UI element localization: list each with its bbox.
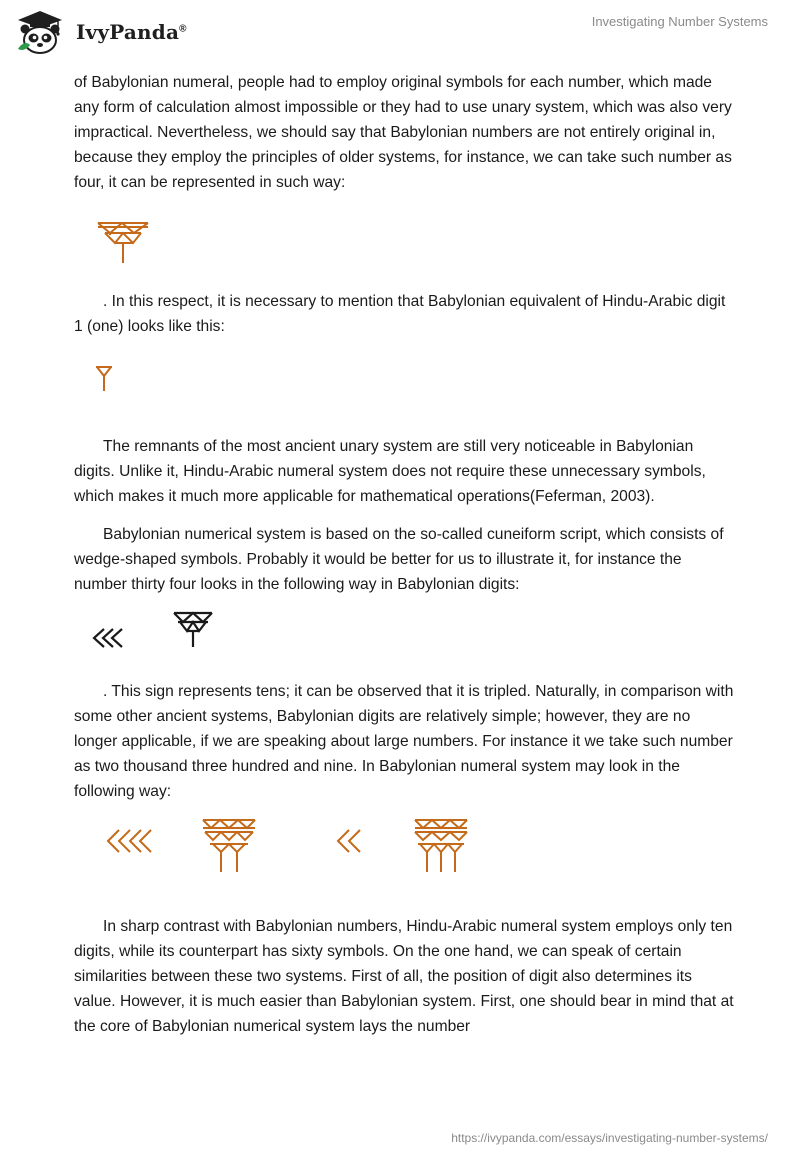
glyph-row-two-thousand-three-hundred-nine xyxy=(74,804,734,914)
ivypanda-logo[interactable] xyxy=(14,9,187,55)
page-header xyxy=(0,0,800,64)
paragraph-2: . In this respect, it is necessary to mention that Babylonian equivalent of Hindu-Arabic digit 1 (one) looks like this: xyxy=(74,293,726,335)
paragraph-6: In sharp contrast with Babylonian numbers, Hindu-Arabic numeral system employs only ten digits, while its counterpart has sixty symbols. On the one hand, we can speak of certain similarities between these two systems. First of all, the position of digit also determines its value. However, it is much easier than Babylonian system. First, one should bear in mind that at the core of Babylonian numerical system lays the number xyxy=(74,918,734,1035)
essay-body xyxy=(74,70,734,1039)
babylonian-tens-icon xyxy=(92,627,126,649)
paragraph-3: The remnants of the most ancient unary system are still very noticeable in Babylonian digits. Unlike it, Hindu-Arabic numeral system does not require these unnecessary symbols, which makes it much more applicable for mathematical operations(Feferman, 2003). xyxy=(74,438,706,505)
babylonian-twenty-icon xyxy=(336,828,362,854)
babylonian-four-icon xyxy=(96,221,150,265)
paragraph-4: Babylonian numerical system is based on the so-called cuneiform script, which consists of wedge-shaped symbols. Probably it would be better for us to illustrate it, for instance the number thirty four looks in the following way in Babylonian digits: xyxy=(74,526,724,593)
babylonian-four-black-icon xyxy=(172,611,214,649)
brand-name: IvyPanda® xyxy=(76,20,187,44)
paragraph-1: of Babylonian numeral, people had to employ original symbols for each number, which made any form of calculation almost impossible or they had to use unary system, which was also very impractical. Nevertheless, we should say that Babylonian numbers are not entirely original in, because they employ the principles of older systems, for instance, we can take such number as four, it can be represented in such way: xyxy=(74,74,732,191)
glyph-row-one xyxy=(74,339,734,434)
paragraph-5: . This sign represents tens; it can be observed that it is tripled. Naturally, in comparison with some other ancient systems, Babylonian digits are relatively simple; however, they are no longer applicable, if we are speaking about large numbers. For instance it we take such number as two thousand three hundred and nine. In Babylonian numeral system may look in the following way: xyxy=(74,683,734,800)
document-title: Investigating Number Systems xyxy=(591,14,768,29)
babylonian-nine-icon xyxy=(414,818,468,874)
source-url[interactable]: https://ivypanda.com/essays/investigating-number-systems/ xyxy=(451,1131,768,1145)
glyph-row-thirty-four xyxy=(74,597,734,679)
glyph-row-four xyxy=(74,195,734,289)
panda-logo-icon xyxy=(14,9,66,55)
babylonian-eight-icon xyxy=(202,818,256,874)
babylonian-one-icon xyxy=(95,365,113,393)
babylonian-thirty-icon xyxy=(106,828,152,854)
